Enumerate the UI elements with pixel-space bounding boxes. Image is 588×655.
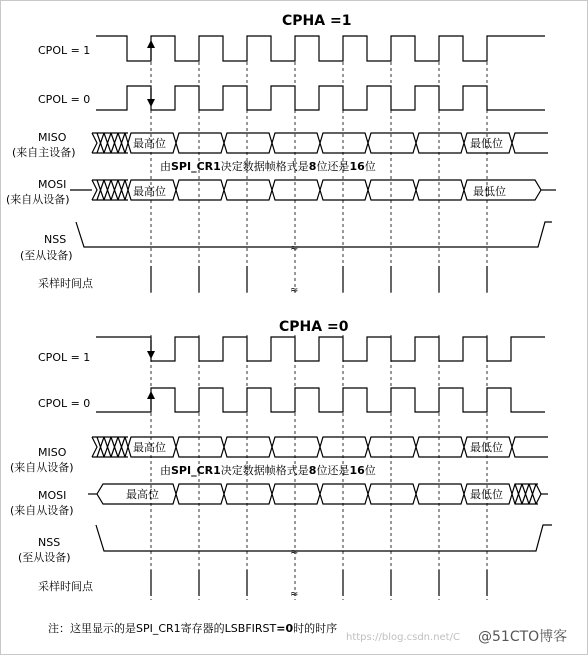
cpha1-cpol0-arrow-head	[147, 99, 155, 107]
cpha0-nss-label: NSS	[38, 536, 61, 549]
cpha0-cpol0-clock	[96, 388, 545, 412]
cpha1-cpol0-clock	[96, 86, 545, 110]
footnote: 注：这里显示的是SPI_CR1寄存器的LSBFIRST=0时的时序	[48, 622, 338, 635]
cpha0-sample-label: 采样时间点	[38, 580, 93, 593]
cpha1-miso-msb: 最高位	[133, 137, 166, 150]
cpha0-mosi-msb: 最高位	[126, 488, 159, 501]
cpha0-cpol1-arrow-head	[147, 351, 155, 359]
cpha0-miso-lsb: 最低位	[470, 441, 503, 454]
cpha0-mosi-label: MOSI	[38, 489, 67, 502]
cpha1-sample-break: ≈	[290, 285, 299, 296]
cpha1-mosi-label: MOSI	[38, 178, 67, 191]
cpha0-cpol0-arrow-head	[147, 391, 155, 399]
cpha0-miso-msb: 最高位	[133, 441, 166, 454]
cpha0-cpol1-label: CPOL = 1	[38, 351, 91, 364]
cpha0-cpol1-clock	[96, 337, 545, 361]
cpha0-sample-marks	[151, 570, 487, 596]
cpha1-mosi-msb: 最高位	[133, 185, 166, 198]
cpha0-format-caption: 由SPI_CR1决定数据帧格式是8位还是16位	[160, 464, 376, 477]
cpha1-sample-marks	[151, 266, 487, 292]
watermark-site: @51CTO博客	[478, 629, 568, 645]
cpha0-sample-break: ≈	[290, 589, 299, 600]
cpha1-miso-label: MISO	[38, 131, 67, 144]
cpha0-mosi-lsb: 最低位	[470, 488, 503, 501]
watermark-url: https://blog.csdn.net/C	[346, 632, 460, 643]
cpha1-miso-lsb: 最低位	[470, 137, 503, 150]
cpha1-nss-label: NSS	[44, 233, 67, 246]
cpha1-nss-break: ≈	[290, 243, 299, 254]
cpha1-cpol1-label: CPOL = 1	[38, 44, 91, 57]
cpha0-mosi-source: (来自从设备)	[10, 504, 74, 517]
cpha0-cpol0-label: CPOL = 0	[38, 397, 91, 410]
cpha1-miso-source: (来自主设备)	[12, 146, 76, 159]
cpha0-title: CPHA =0	[279, 319, 349, 335]
cpha1-mosi-source: (来自从设备)	[6, 193, 70, 206]
cpha1-cpol1-arrow-head	[147, 40, 155, 48]
cpha1-nss-dest: (至从设备)	[20, 249, 73, 262]
cpha1-sample-label: 采样时间点	[38, 277, 93, 290]
cpha0-nss-break: ≈	[290, 547, 299, 558]
cpha0-miso-source: (来自从设备)	[10, 461, 74, 474]
cpha1-cpol0-label: CPOL = 0	[38, 93, 91, 106]
cpha1-nss-signal	[76, 222, 552, 247]
cpha1-mosi-lsb: 最低位	[473, 185, 506, 198]
cpha0-nss-signal	[96, 525, 552, 551]
cpha1-format-caption: 由SPI_CR1决定数据帧格式是8位还是16位	[160, 160, 376, 173]
cpha1-cpol1-clock	[96, 36, 545, 61]
cpha1-title: CPHA =1	[282, 13, 352, 29]
cpha0-nss-dest: (至从设备)	[18, 551, 71, 564]
cpha0-miso-label: MISO	[38, 446, 67, 459]
